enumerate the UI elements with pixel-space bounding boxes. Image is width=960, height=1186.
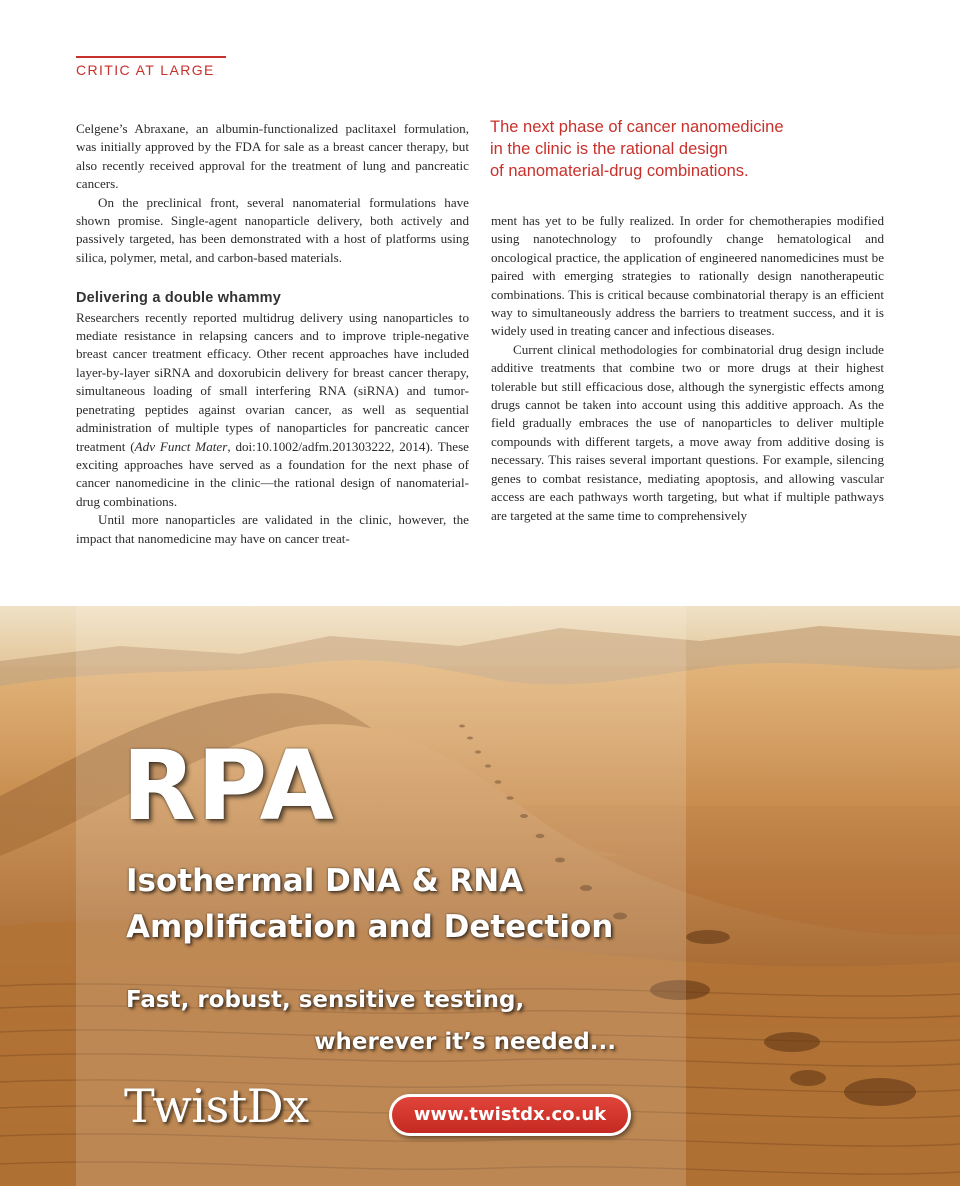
ad-tagline-line: Amplification and Detection <box>126 909 614 945</box>
ad-headline: RPA <box>122 730 335 842</box>
paragraph <box>76 309 469 511</box>
pull-quote <box>490 116 910 182</box>
paragraph-text: , doi:10.1002/adfm.201303222, 2014). These exciting approaches have served as a foundation for the next phase of cancer nanomedicine in the clinic—the rational design of nanomaterial-drug combinations. <box>76 438 469 509</box>
paragraph: Celgene’s Abraxane, an albumin-functionalized paclitaxel formulation, was initially approved by the FDA for sale as a breast cancer therapy, but also recently received approval for the treatment of lung and pancreatic cancers. <box>76 121 469 192</box>
paragraph: ment has yet to be fully realized. In order for chemotherapies modified using nanotechnology to profoundly change hematological and oncological practice, the application of engineered nanomedicines must be paired with emerging strategies to rationally design nanotherapeutic combinations. This is critical because combinatorial therapy is an efficient way to simultaneously address the barriers to treatment success, and it is widely used in treating cancer and infectious diseases. <box>491 213 884 339</box>
ad-tagline <box>126 858 613 950</box>
advertisement[interactable] <box>0 606 960 1186</box>
pull-quote-line: The next phase of cancer nanomedicine <box>490 118 784 136</box>
paragraph-text: Researchers recently reported multidrug delivery using nanoparticles to mediate resistance in relapsing cancers and to improve triple-negative breast cancer treatment efficacy. Other recent approaches have included layer-by-layer siRNA and doxorubicin delivery for breast cancer therapy, simultaneous loading of small interfering RNA (siRNA) and tumor-penetrating peptides against ovarian cancer, as well as sequential administration of multiple types of nanoparticles for pancreatic cancer treatment ( <box>76 309 469 454</box>
website-url-button[interactable]: www.twistdx.co.uk <box>389 1094 631 1136</box>
article-right-column <box>491 212 884 525</box>
twistdx-logo: TwistDx <box>124 1079 309 1133</box>
article-left-column <box>76 120 469 548</box>
ad-tagline-line: Isothermal DNA & RNA <box>126 863 524 899</box>
section-label: CRITIC AT LARGE <box>76 62 215 78</box>
ad-subline <box>126 979 616 1063</box>
ad-subline-line: Fast, robust, sensitive testing, <box>126 987 525 1013</box>
section-subheading: Delivering a double whammy <box>76 290 282 307</box>
paragraph: Until more nanoparticles are validated in the clinic, however, the impact that nanomedicine may have on cancer treat- <box>76 512 469 546</box>
section-rule <box>76 56 226 58</box>
ad-subline-line: wherever it’s needed... <box>314 1029 616 1055</box>
pull-quote-line: in the clinic is the rational design <box>490 140 728 158</box>
journal-citation: Adv Funct Mater <box>134 438 228 454</box>
paragraph: Current clinical methodologies for combinatorial drug design include additive treatments that combine two or more drugs at their highest tolerable but still efficacious dose, although the synergistic effects among drugs cannot be taken into account using this additive approach. As the field gradually embraces the use of nanoparticles to deliver multiple compounds with different targets, a move away from additive dosing is necessary. This raises several important questions. For example, silencing genes to combat resistance, mediating apoptosis, and allowing vascular access are each pathways worth targeting, but what if multiple pathways are targeted at the same time to comprehensively <box>491 341 884 523</box>
paragraph: On the preclinical front, several nanomaterial formulations have shown promise. Single-agent nanoparticle delivery, both actively and passively targeted, has been demonstrated with a host of platforms using silica, polymer, metal, and carbon-based materials. <box>76 194 469 265</box>
pull-quote-line: of nanomaterial-drug combinations. <box>490 162 749 180</box>
